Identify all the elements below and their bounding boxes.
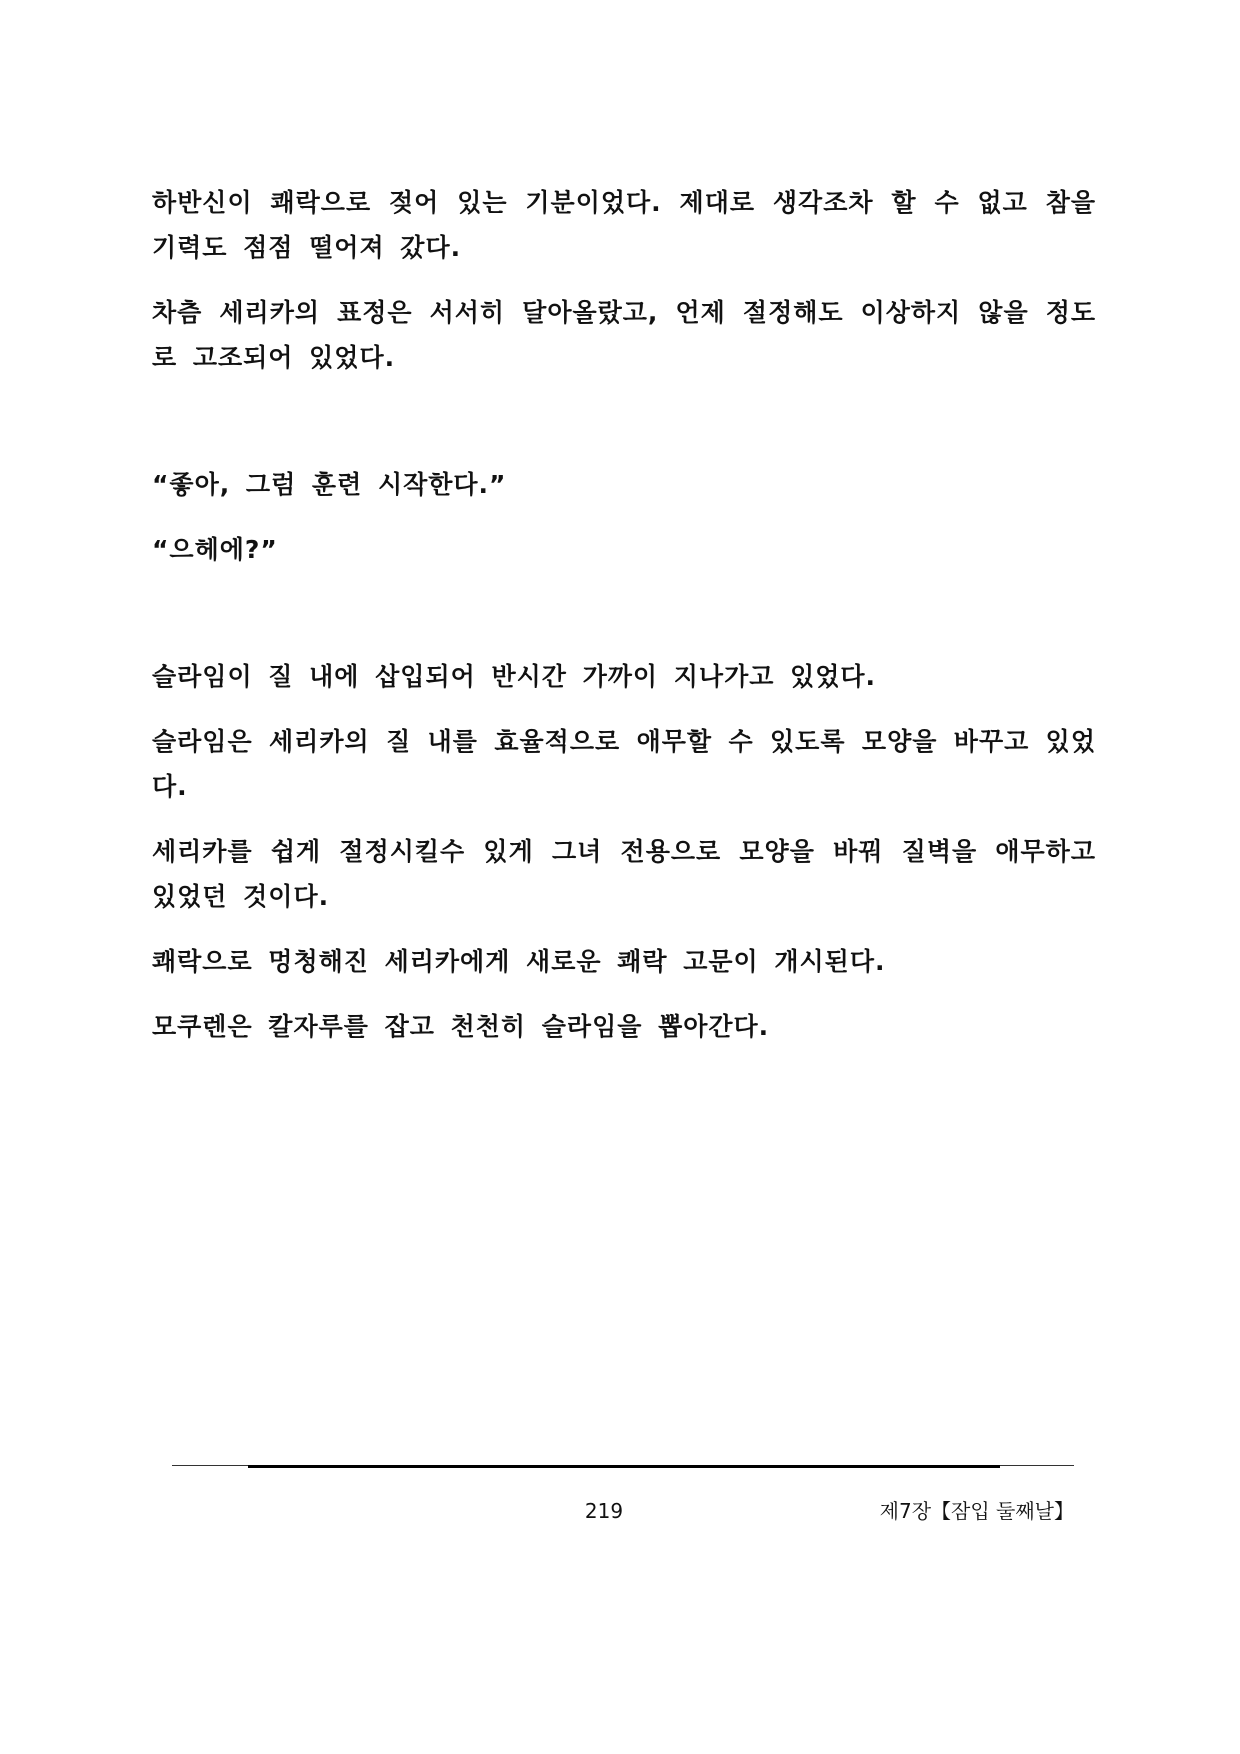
paragraph: 하반신이 쾌락으로 젖어 있는 기분이었다. 제대로 생각조차 할 수 없고 참을 기력도 점점 떨어져 갔다. (152, 188, 1096, 262)
paragraph: 슬라임은 세리카의 질 내를 효율적으로 애무할 수 있도록 모양을 바꾸고 있었다. (152, 727, 1096, 801)
chapter-title: 제7장【잠입 둘째날】 (879, 1499, 1074, 1523)
paragraph: 세리카를 쉽게 절정시킬수 있게 그녀 전용으로 모양을 바꿔 질벽을 애무하고 있었던 것이다. (152, 837, 1096, 911)
paragraph: 차츰 세리카의 표정은 서서히 달아올랐고, 언제 절정해도 이상하지 않을 정도로 고조되어 있었다. (152, 298, 1096, 372)
body-text (152, 180, 1096, 1049)
footer-divider-thick (248, 1465, 1000, 1468)
dialogue-line: “좋아, 그럼 훈련 시작한다.” (152, 470, 507, 499)
paragraph: 슬라임이 질 내에 삽입되어 반시간 가까이 지나가고 있었다. (152, 662, 877, 691)
paragraph: 쾌락으로 멍청해진 세리카에게 새로운 쾌락 고문이 개시된다. (152, 947, 886, 976)
dialogue-line: “으헤에?” (152, 535, 278, 564)
page-number: 219 (584, 1499, 624, 1523)
paragraph: 모쿠렌은 칼자루를 잡고 천천히 슬라임을 뽑아간다. (152, 1012, 770, 1041)
